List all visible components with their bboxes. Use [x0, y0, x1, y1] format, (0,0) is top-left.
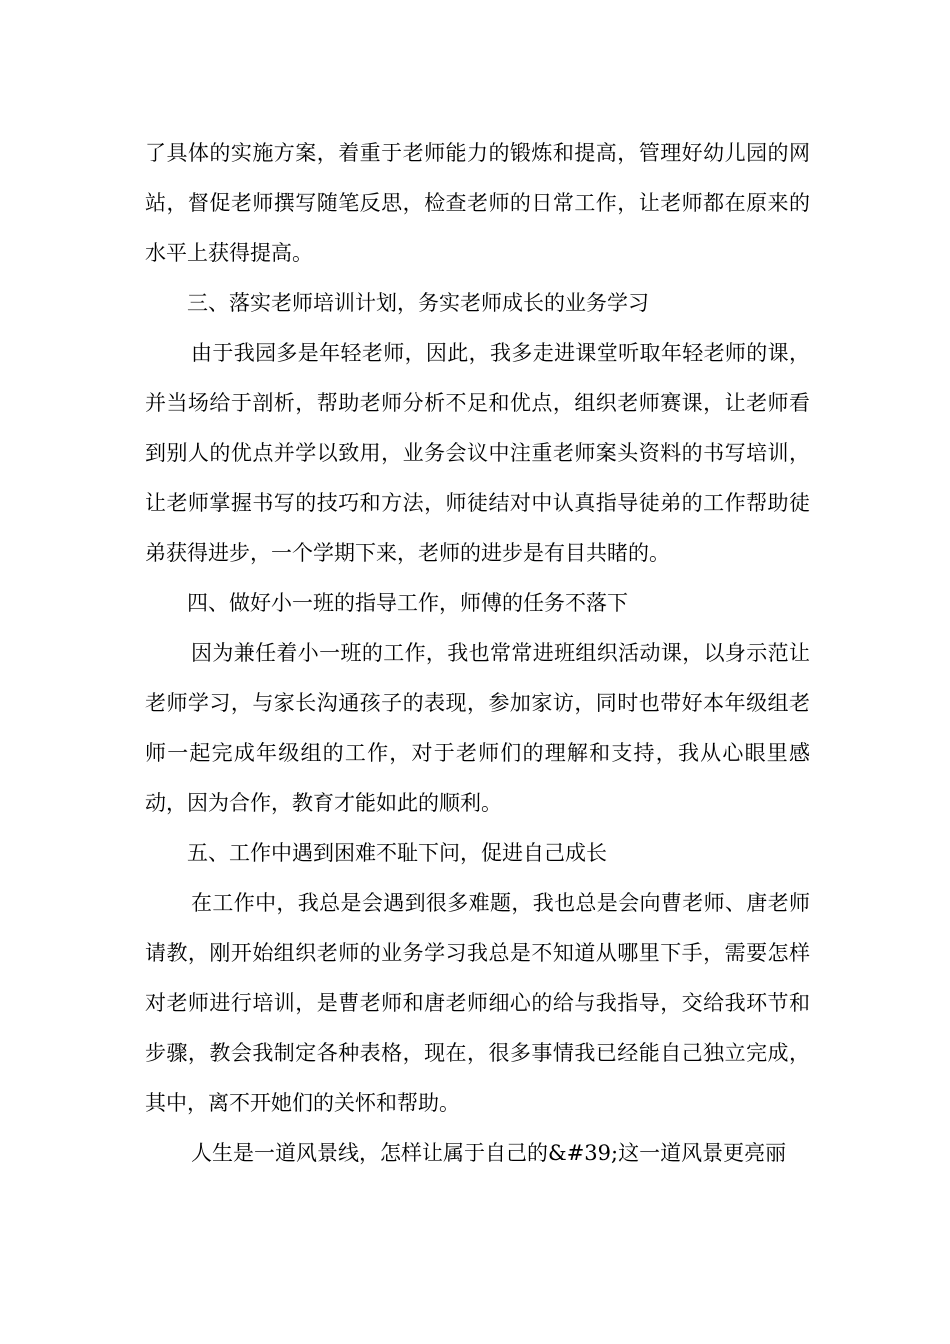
body-paragraph: 人生是一道风景线，怎样让属于自己的&#39;这一道风景更亮丽: [191, 1141, 787, 1165]
document-body: [145, 128, 810, 1178]
body-paragraph: 了具体的实施方案，着重于老师能力的锻炼和提高，管理好幼儿园的网站，督促老师撰写随笔反思，检查老师的日常工作，让老师都在原来的水平上获得提高。: [145, 141, 810, 265]
body-paragraph: 因为兼任着小一班的工作，我也常常进班组织活动课，以身示范让老师学习，与家长沟通孩子的表现，参加家访，同时也带好本年级组老师一起完成年级组的工作，对于老师们的理解和支持，我从心眼里感动，因为合作，教育才能如此的顺利。: [145, 641, 810, 815]
body-paragraph: 由于我园多是年轻老师，因此，我多走进课堂听取年轻老师的课，并当场给于剖析，帮助老师分析不足和优点，组织老师赛课，让老师看到别人的优点并学以致用，业务会议中注重老师案头资料的书写培训，让老师掌握书写的技巧和方法，师徒结对中认真指导徒弟的工作帮助徒弟获得进步，一个学期下来，老师的进步是有目共睹的。: [145, 341, 810, 565]
section-heading-3: 三、落实老师培训计划，务实老师成长的业务学习: [187, 291, 649, 315]
body-paragraph: 在工作中，我总是会遇到很多难题，我也总是会向曹老师、唐老师请教，刚开始组织老师的业务学习我总是不知道从哪里下手，需要怎样对老师进行培训，是曹老师和唐老师细心的给与我指导，交给我环节和步骤，教会我制定各种表格，现在，很多事情我已经能自己独立完成，其中，离不开她们的关怀和帮助。: [145, 891, 810, 1115]
section-heading-5: 五、工作中遇到困难不耻下问，促进自己成长: [187, 841, 607, 865]
section-heading-4: 四、做好小一班的指导工作，师傅的任务不落下: [187, 591, 628, 615]
